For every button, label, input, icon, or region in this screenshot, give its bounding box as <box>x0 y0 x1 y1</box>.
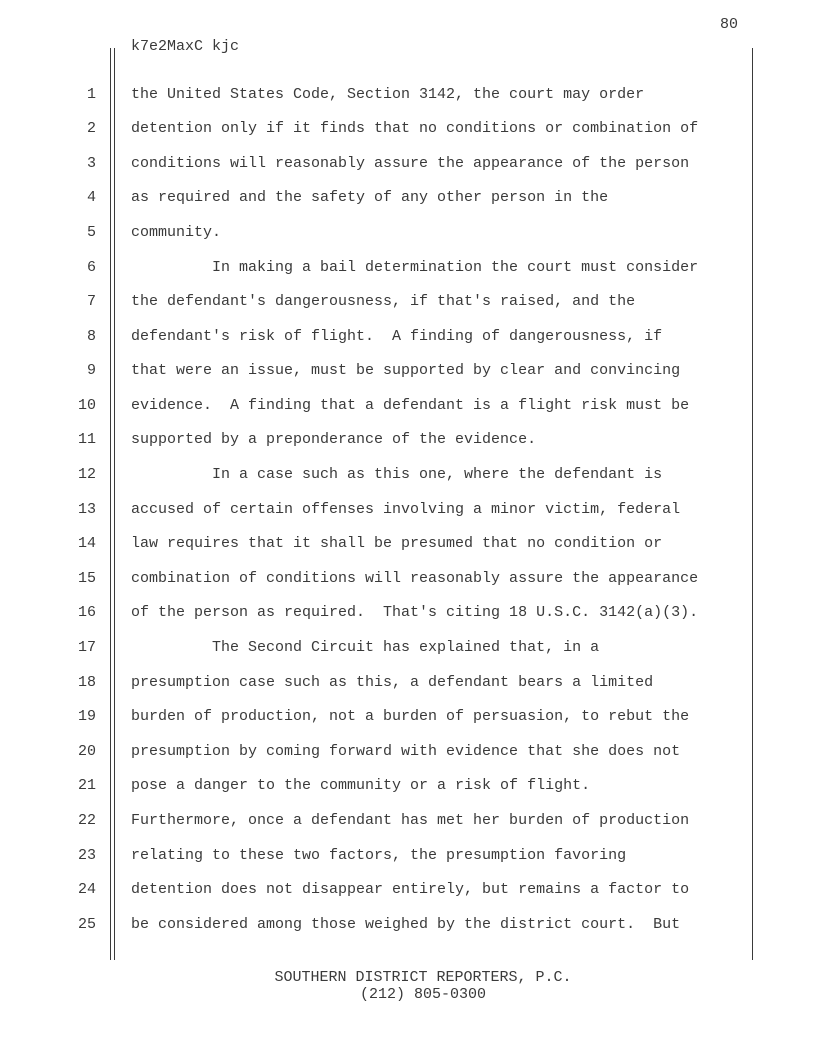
line-number: 3 <box>86 155 96 172</box>
transcript-line: The Second Circuit has explained that, in a <box>131 639 600 656</box>
left-margin-rule <box>110 48 111 960</box>
transcript-line: presumption by coming forward with evidence that she does not <box>131 743 681 760</box>
transcript-line: detention only if it finds that no conditions or combination of <box>131 120 699 137</box>
line-number: 12 <box>77 466 96 483</box>
transcript-line: accused of certain offenses involving a minor victim, federal <box>131 501 681 518</box>
page-number: 80 <box>720 16 739 33</box>
line-number: 22 <box>77 812 96 829</box>
transcript-line: burden of production, not a burden of persuasion, to rebut the <box>131 708 690 725</box>
line-number: 5 <box>86 224 96 241</box>
line-number: 4 <box>86 189 96 206</box>
transcript-line: conditions will reasonably assure the appearance of the person <box>131 155 690 172</box>
transcript-line: community. <box>131 224 222 241</box>
line-number: 1 <box>86 86 96 103</box>
transcript-line: of the person as required. That's citing 18 U.S.C. 3142(a)(3). <box>131 604 699 621</box>
case-header: k7e2MaxC kjc <box>131 38 240 55</box>
line-number: 20 <box>77 743 96 760</box>
right-margin-rule <box>752 48 753 960</box>
line-number: 7 <box>86 293 96 310</box>
line-number: 6 <box>86 259 96 276</box>
footer-phone: (212) 805-0300 <box>359 986 487 1003</box>
line-number: 15 <box>77 570 96 587</box>
line-number: 8 <box>86 328 96 345</box>
left-margin-rule-inner <box>114 48 115 960</box>
footer-reporter: SOUTHERN DISTRICT REPORTERS, P.C. <box>274 969 572 986</box>
transcript-line: Furthermore, once a defendant has met her burden of production <box>131 812 690 829</box>
transcript-line: In a case such as this one, where the defendant is <box>131 466 663 483</box>
line-number: 17 <box>77 639 96 656</box>
line-number: 16 <box>77 604 96 621</box>
line-number: 2 <box>86 120 96 137</box>
line-number: 24 <box>77 881 96 898</box>
transcript-line: evidence. A finding that a defendant is a flight risk must be <box>131 397 690 414</box>
line-number: 25 <box>77 916 96 933</box>
line-number: 21 <box>77 777 96 794</box>
transcript-line: that were an issue, must be supported by clear and convincing <box>131 362 681 379</box>
line-number: 18 <box>77 674 96 691</box>
line-number: 14 <box>77 535 96 552</box>
transcript-line: be considered among those weighed by the district court. But <box>131 916 681 933</box>
line-number: 9 <box>86 362 96 379</box>
line-number: 23 <box>77 847 96 864</box>
transcript-line: In making a bail determination the court must consider <box>131 259 699 276</box>
transcript-line: the United States Code, Section 3142, the court may order <box>131 86 645 103</box>
transcript-line: presumption case such as this, a defendant bears a limited <box>131 674 654 691</box>
transcript-line: detention does not disappear entirely, but remains a factor to <box>131 881 690 898</box>
line-number: 10 <box>77 397 96 414</box>
line-number: 13 <box>77 501 96 518</box>
transcript-line: supported by a preponderance of the evidence. <box>131 431 537 448</box>
transcript-line: pose a danger to the community or a risk of flight. <box>131 777 591 794</box>
transcript-line: combination of conditions will reasonably assure the appearance <box>131 570 699 587</box>
transcript-line: defendant's risk of flight. A finding of dangerousness, if <box>131 328 663 345</box>
transcript-line: as required and the safety of any other person in the <box>131 189 609 206</box>
line-number: 11 <box>77 431 96 448</box>
transcript-line: law requires that it shall be presumed that no condition or <box>131 535 663 552</box>
transcript-line: the defendant's dangerousness, if that's raised, and the <box>131 293 636 310</box>
transcript-line: relating to these two factors, the presumption favoring <box>131 847 627 864</box>
line-number: 19 <box>77 708 96 725</box>
